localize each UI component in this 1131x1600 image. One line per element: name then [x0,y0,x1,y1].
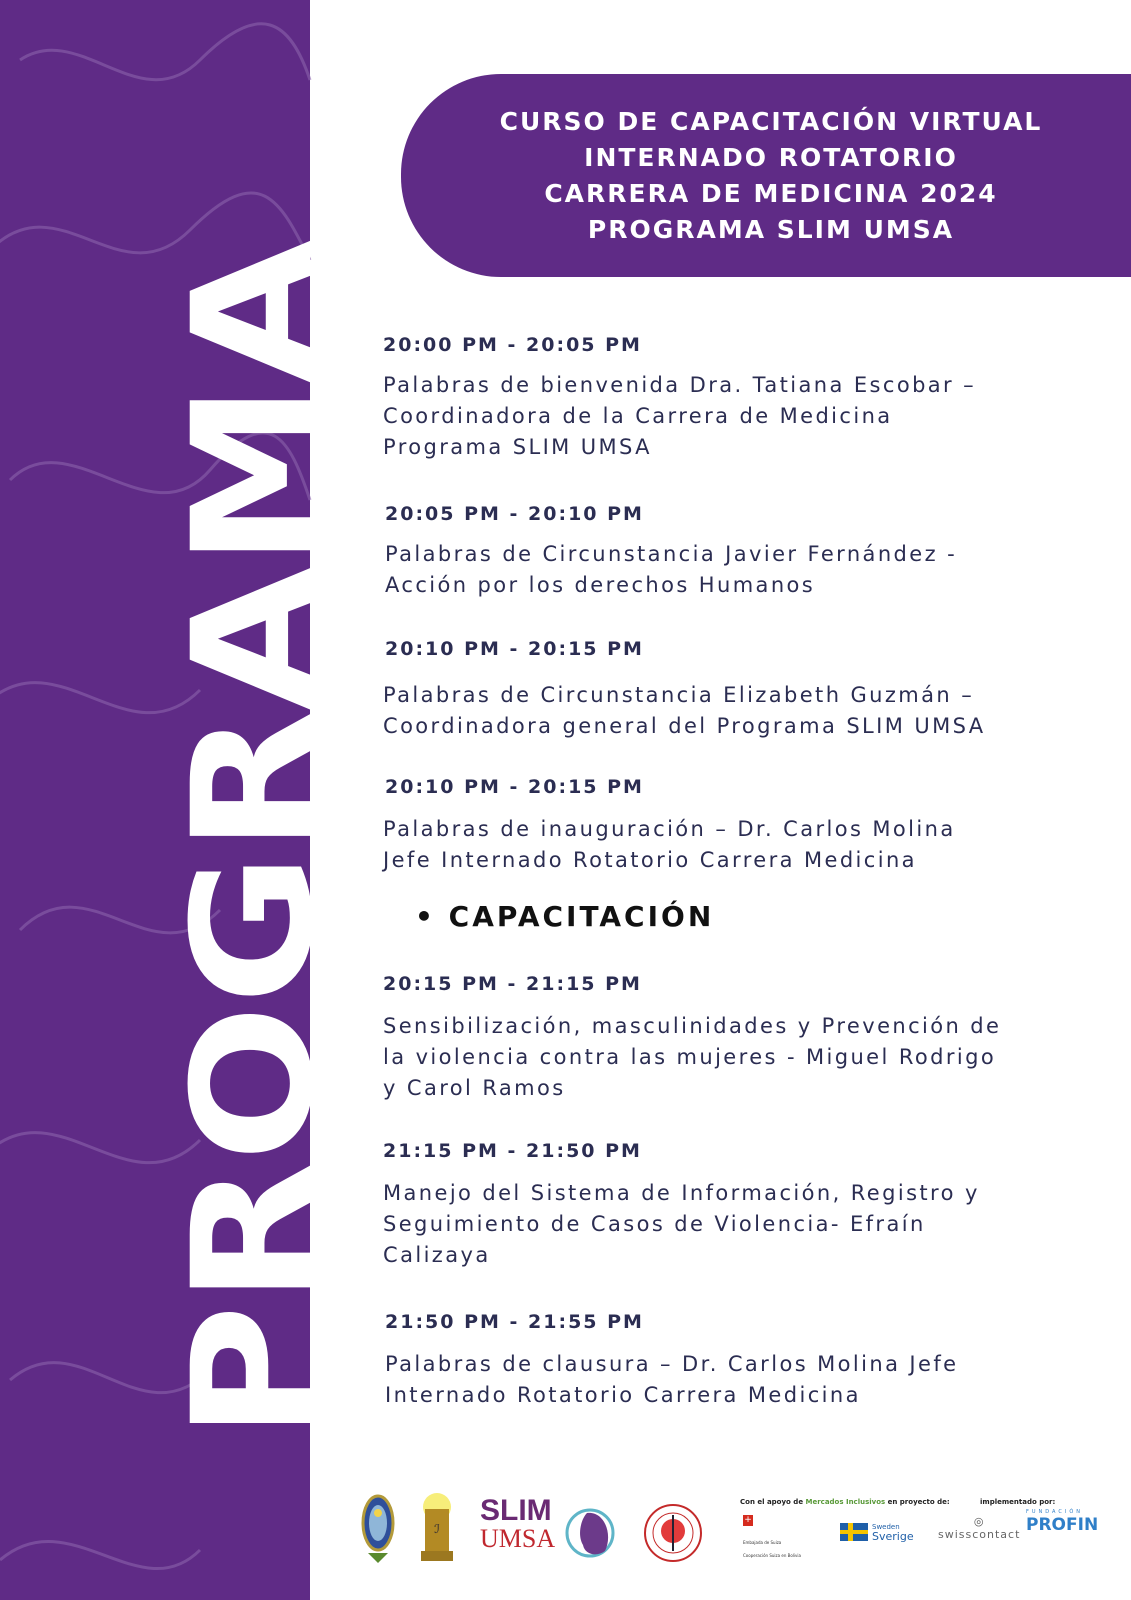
program-item [385,1311,1105,1411]
program-item [385,503,1105,601]
program-item [383,334,1103,463]
item-time: 20:00 PM - 20:05 PM [383,334,642,356]
item-time: 20:10 PM - 20:15 PM [385,776,644,798]
sidebar-banner [0,0,349,1600]
item-desc: Palabras de bienvenida Dra. Tatiana Escobar – Coordinadora de la Carrera de Medicina Programa SLIM UMSA [383,373,977,459]
program-item [385,776,1105,876]
course-header [401,74,1131,277]
sponsor-logos [340,1495,1131,1570]
faculty-medicine-seal [643,1503,703,1563]
section-heading: • CAPACITACIÓN [415,900,715,933]
support-text: Con el apoyo de Mercados Inclusivos en proyecto de: [740,1498,950,1506]
header-line: CARRERA DE MEDICINA 2024 [544,178,998,208]
header-line: PROGRAMA SLIM UMSA [587,214,955,244]
item-time: 20:10 PM - 20:15 PM [385,638,644,660]
item-time: 21:50 PM - 21:55 PM [385,1311,644,1333]
profin-logo: FUNDACIÓN PROFIN [1026,1509,1099,1535]
program-item [385,638,1105,742]
sweden-logo: Sweden Sverige [840,1522,914,1542]
swisscontact-logo: ◎ swisscontact [938,1515,1021,1541]
item-desc: Palabras de Circunstancia Elizabeth Guzmán – Coordinadora general del Programa SLIM UMSA [383,683,986,738]
wave-pattern [0,0,349,1600]
item-time: 20:05 PM - 20:10 PM [385,503,644,525]
sidebar-title: PROGRAMA [157,369,349,1440]
implemented-by-text: implementado por: [980,1498,1056,1506]
sweden-flag-icon [840,1523,868,1541]
swiss-embassy-logo: + Embajada de Suiza Cooperación Suiza en Bolivia [743,1515,801,1558]
item-desc: Manejo del Sistema de Información, Registro y Seguimiento de Casos de Violencia- Efraín Calizaya [383,1181,980,1267]
program-item [383,1140,1103,1271]
item-desc: Palabras de inauguración – Dr. Carlos Molina Jefe Internado Rotatorio Carrera Medicina [383,817,956,872]
swiss-flag-icon: + [744,1515,752,1525]
item-desc: Palabras de clausura – Dr. Carlos Molina Jefe Internado Rotatorio Carrera Medicina [385,1352,959,1407]
item-time: 21:15 PM - 21:50 PM [383,1140,642,1162]
svg-text:ℐ: ℐ [434,1522,440,1536]
item-time: 20:15 PM - 21:15 PM [383,973,642,995]
umsa-seal-logo [360,1495,396,1565]
program-item [383,973,1103,1104]
item-desc: Palabras de Circunstancia Javier Fernández - Acción por los derechos Humanos [385,542,958,597]
slim-profile-icon [565,1505,615,1561]
institution-logo [415,1491,460,1565]
header-line: CURSO DE CAPACITACIÓN VIRTUAL [499,106,1043,136]
header-line: INTERNADO ROTATORIO [584,142,958,172]
slim-umsa-logo: SLIM UMSA [480,1494,556,1553]
item-desc: Sensibilización, masculinidades y Prevención de la violencia contra las mujeres - Miguel Rodrigo y Carol Ramos [383,1014,1002,1100]
